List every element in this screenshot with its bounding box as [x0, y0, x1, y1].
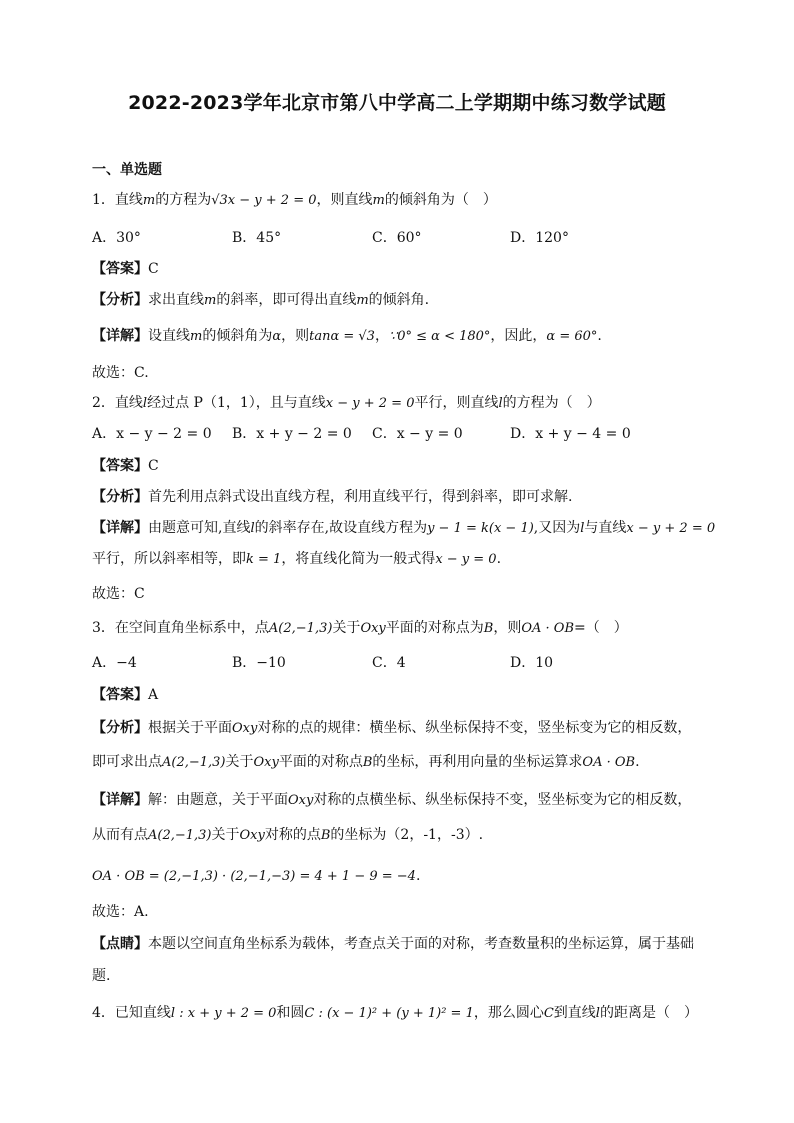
analysis-q3: 【分析】根据关于平面Oxy对称的点的规律：横坐标、纵坐标保持不变，竖坐标变为它的相反数，: [92, 720, 692, 736]
calc-q3: OA · OB = (2,−1,3) · (2,−1,−3) = 4 + 1 − 9 = −4.: [92, 868, 421, 884]
choose-q2: 故选：C: [92, 586, 145, 602]
question-2: 2．直线l经过点 P（1，1），且与直线x − y + 2 = 0平行，则直线l的方程为（ ）: [92, 395, 601, 411]
analysis-q2: 【分析】首先利用点斜式设出直线方程，利用直线平行，得到斜率，即可求解.: [92, 489, 573, 505]
options-q2: [92, 424, 712, 444]
comment-q3: 【点睛】本题以空间直角坐标系为载体，考查点关于面的对称，考查数量积的坐标运算，属于基础: [92, 936, 694, 952]
question-3: 3．在空间直角坐标系中，点A(2,−1,3)关于Oxy平面的对称点为B，则OA · OB=（ ）: [92, 620, 628, 636]
detail-q1: 【详解】设直线m的倾斜角为α，则tanα = √3，∵0° ≤ α < 180°，因此，α = 60°.: [92, 328, 602, 344]
option-b: B．x + y − 2 = 0: [232, 426, 352, 442]
option-d: D．120°: [510, 230, 569, 246]
detail-q2: 【详解】由题意可知,直线l的斜率存在,故设直线方程为y − 1 = k(x − 1),又因为l与直线x − y + 2 = 0: [92, 520, 716, 536]
answer-q2: 【答案】C: [92, 458, 159, 474]
choose-q1: 故选：C.: [92, 365, 149, 381]
question-4: 4．已知直线l : x + y + 2 = 0和圆C : (x − 1)² + (y + 1)² = 1，那么圆心C到直线l的距离是（ ）: [92, 1005, 698, 1021]
option-a: A．x − y − 2 = 0: [92, 426, 212, 442]
option-c: C．4: [372, 655, 406, 671]
option-a: A．30°: [92, 230, 141, 246]
option-c: C．60°: [372, 230, 422, 246]
answer-q3: 【答案】A: [92, 687, 159, 703]
answer-q1: 【答案】C: [92, 261, 159, 277]
section-heading: 一、单选题: [92, 162, 162, 178]
math-equation: √3x − y + 2 = 0: [211, 193, 317, 208]
choose-q3: 故选：A.: [92, 904, 149, 920]
page-title: 2022-2023学年北京市第八中学高二上学期期中练习数学试题: [128, 92, 666, 114]
option-a: A．−4: [92, 655, 137, 671]
analysis-q1: 【分析】求出直线m的斜率，即可得出直线m的倾斜角.: [92, 292, 430, 308]
option-c: C．x − y = 0: [372, 426, 463, 442]
question-1: 1．直线m的方程为√3x − y + 2 = 0，则直线m的倾斜角为（ ）: [92, 192, 497, 208]
detail-q2-cont: 平行，所以斜率相等，即k = 1，将直线化简为一般式得x − y = 0.: [92, 551, 502, 567]
options-q1: [92, 228, 712, 248]
option-b: B．−10: [232, 655, 286, 671]
option-b: B．45°: [232, 230, 282, 246]
detail-q3-cont: 从而有点A(2,−1,3)关于Oxy对称的点B的坐标为（2，-1，-3）.: [92, 827, 484, 843]
detail-q3: 【详解】解：由题意，关于平面Oxy对称的点横坐标、纵坐标保持不变，竖坐标变为它的相反数，: [92, 792, 692, 808]
analysis-q3-cont: 即可求出点A(2,−1,3)关于Oxy平面的对称点B的坐标，再利用向量的坐标运算求OA · OB.: [92, 754, 640, 770]
comment-q3-cont: 题.: [92, 968, 111, 984]
option-d: D．x + y − 4 = 0: [510, 426, 631, 442]
options-q3: [92, 653, 712, 673]
option-d: D．10: [510, 655, 554, 671]
